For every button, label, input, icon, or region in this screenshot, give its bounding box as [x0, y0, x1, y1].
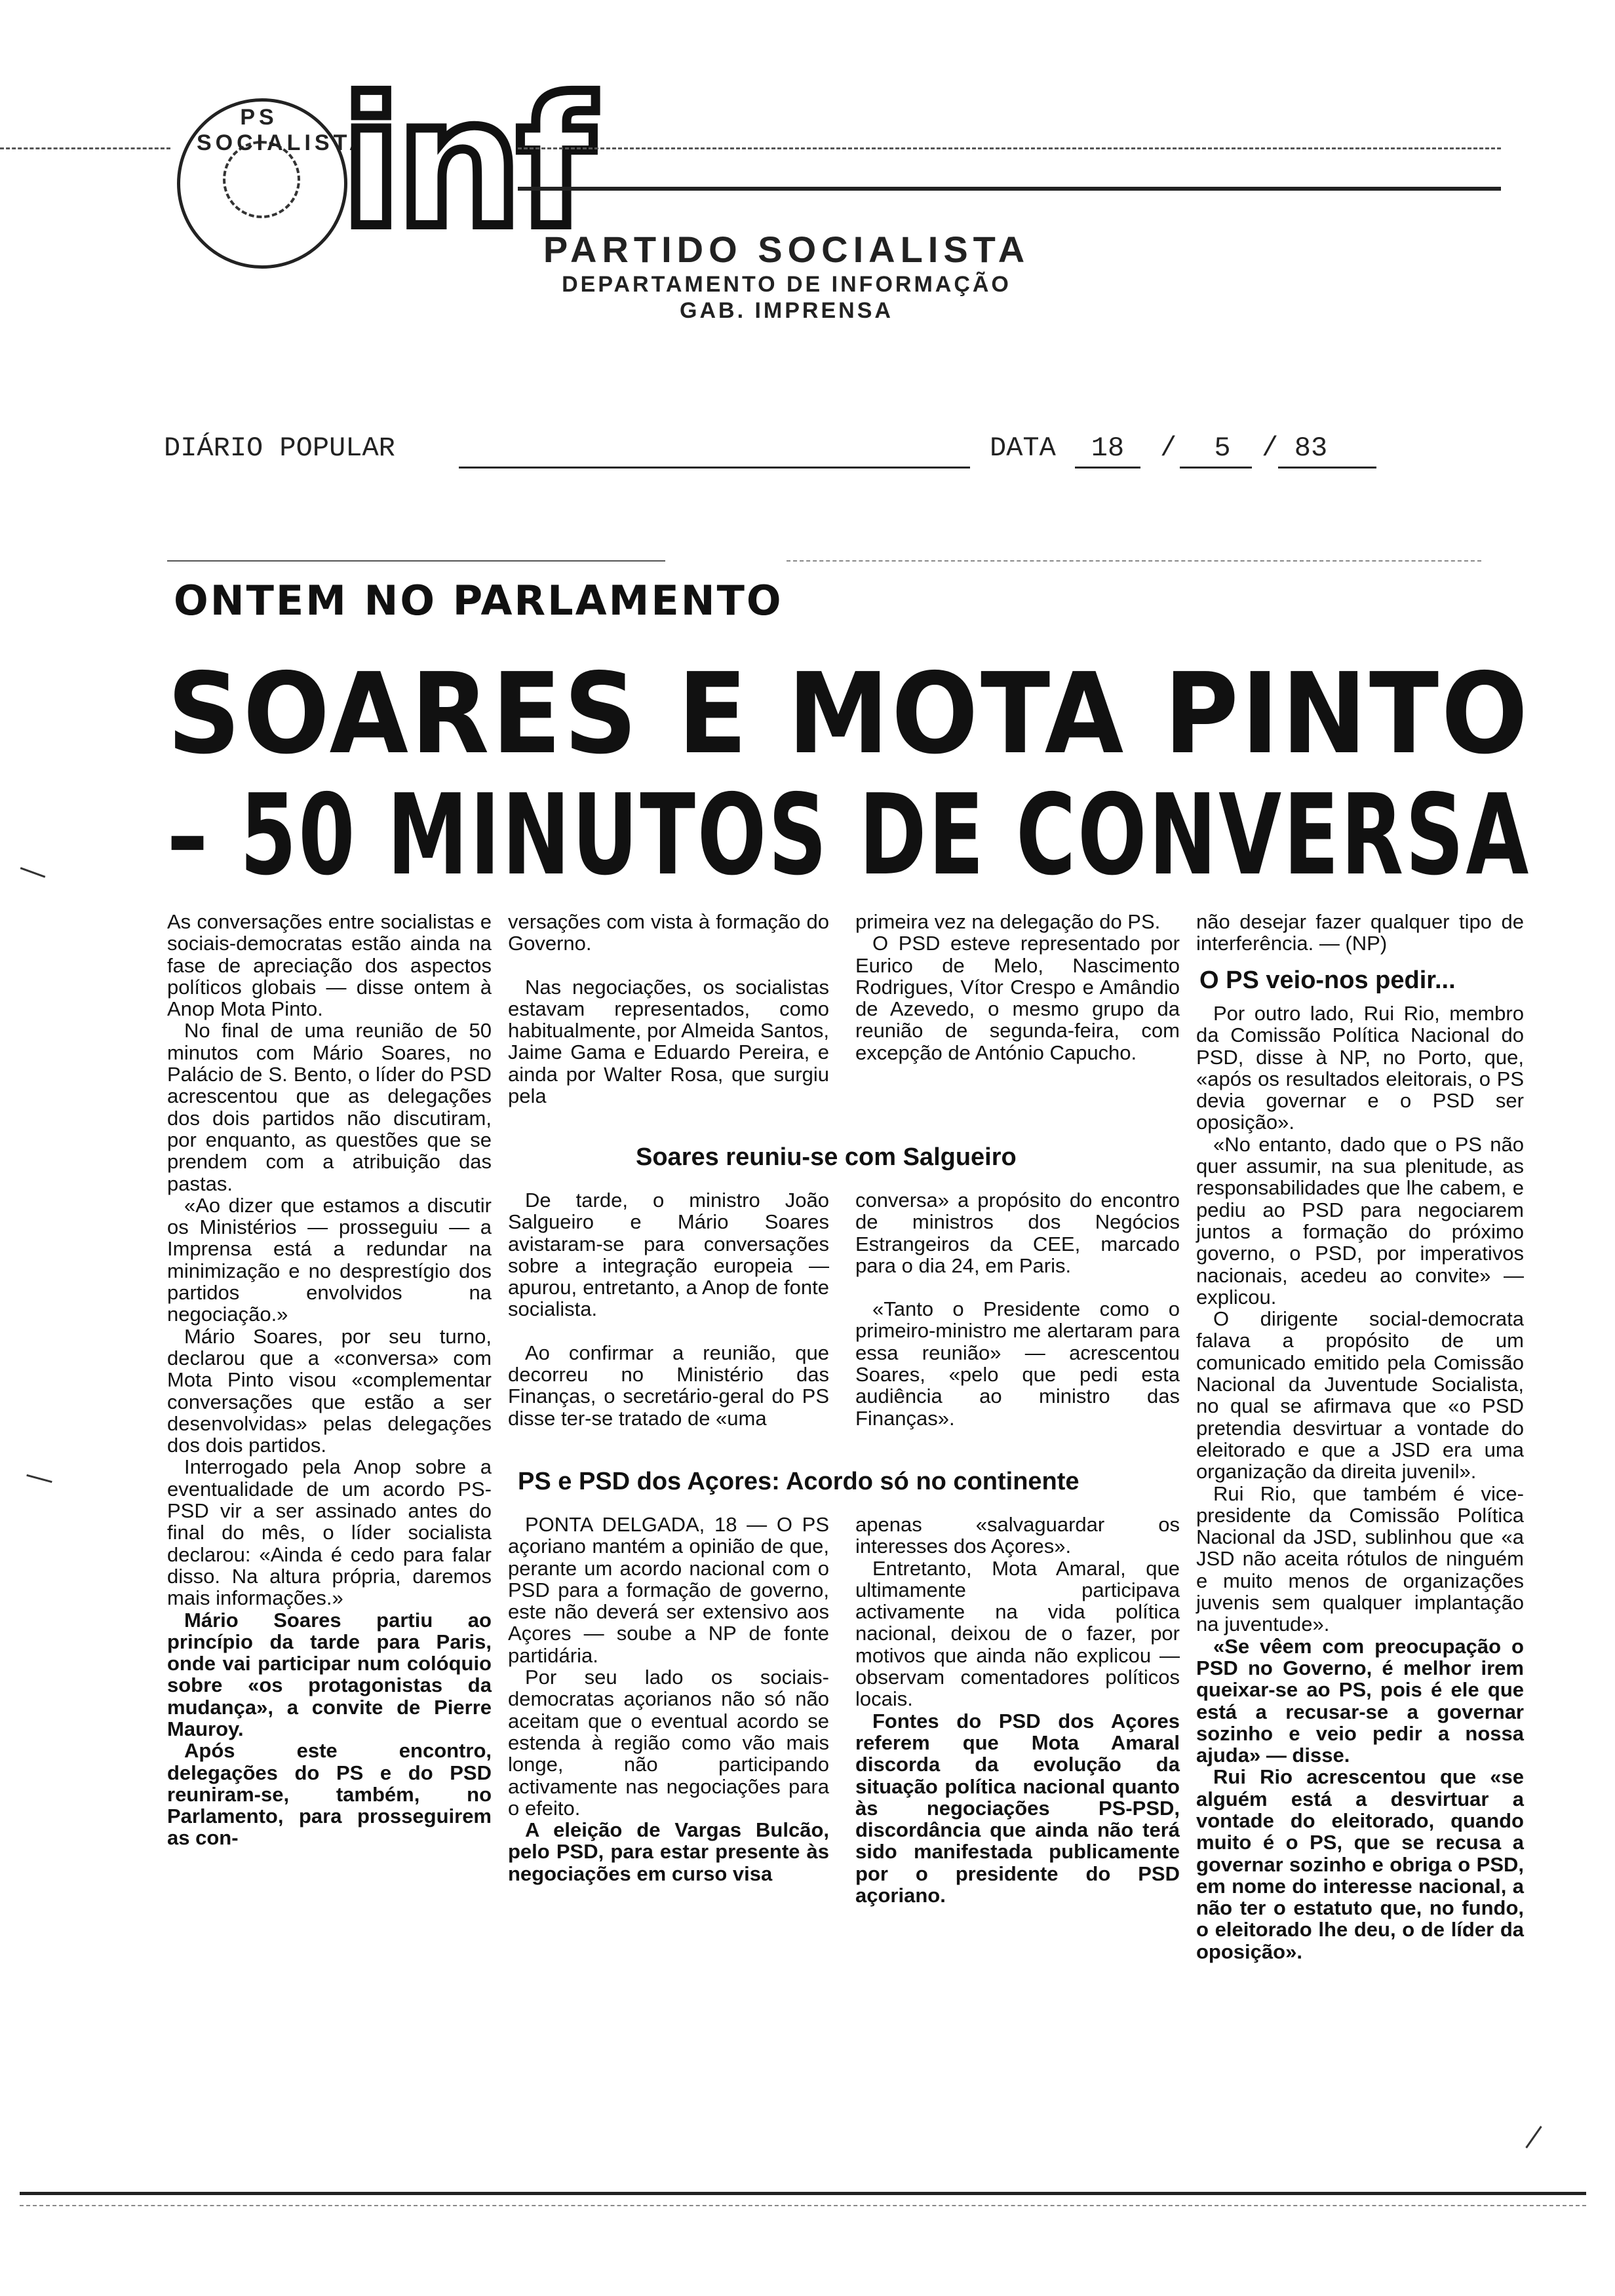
paragraph: «Tanto o Presidente como o primeiro-ministro me alertaram para essa reunião» — acrescentou Soares, «pelo que pedi esta audiência ao ministro das Finanças». — [855, 1297, 1180, 1430]
paragraph: Mário Soares, por seu turno, declarou que a «conversa» com Mota Pinto visou «complementar conversações que estão a ser desenvolvidas» pelas delegações dos dois partidos. — [167, 1324, 492, 1457]
cut-mark — [1525, 2126, 1542, 2148]
paragraph: Interrogado pela Anop sobre a eventualidade de um acordo PS-PSD vir a ser assinado antes do final do mês, o líder socialista declarou: «Ainda é cedo para falar disso. Na altura própria, daremos mais informações.» — [167, 1455, 492, 1610]
article-column-3-top — [855, 911, 1180, 1063]
department-name: DEPARTAMENTO DE INFORMAÇÃO — [562, 272, 1011, 297]
headline-line-2: – 50 MINUTOS DE CONVERSA — [167, 771, 1531, 900]
paragraph: apenas «salvaguardar os interesses dos Açores». — [855, 1513, 1180, 1558]
paragraph: O dirigente social-democrata falava a propósito de um comunicado emitido pela Comissão Nacional da Juventude Socialista, no qual se afirmava que «o PSD pretendia desvirtuar a vontade do eleitorado e que a JSD era uma organização da direita juvenil». — [1196, 1307, 1524, 1483]
date-year: 83 — [1294, 432, 1328, 464]
paragraph: «Ao dizer que estamos a discutir os Ministérios — prosseguiu — a Imprensa está a redundar na minimização e no desprestígio dos partidos envolvidos na negociação.» — [167, 1193, 492, 1326]
paragraph: «No entanto, dado que o PS não quer assumir, na sua plenitude, as responsabilidades que lhe cabem, e pediu ao PSD para negociarem juntos a formação do próximo governo, o PSD, por imperativos nacionais, acedeu ao convite» — explicou. — [1196, 1132, 1524, 1309]
article-column-3-mid — [855, 1189, 1180, 1429]
subhead-ps-veio-pedir: O PS veio-nos pedir... — [1199, 966, 1456, 994]
article-column-4 — [1196, 1003, 1524, 1962]
subhead-salgueiro: Soares reuniu-se com Salgueiro — [636, 1143, 1017, 1171]
date-year-underline — [1278, 467, 1376, 469]
paragraph: Entretanto, Mota Amaral, que ultimamente participava activamente na vida política nacional, deixou de o fazer, por motivos que ainda não explicou — observam comentadores políticos locais. — [855, 1556, 1180, 1711]
kicker-rule-dashed — [787, 560, 1481, 562]
paragraph: O PSD esteve representado por Eurico de Melo, Nascimento Rodrigues, Vítor Crespo e Amândio de Azevedo, o mesmo grupo da reunião de segunda-feira, com excepção de António Capucho. — [855, 932, 1180, 1064]
article-column-2-top — [508, 911, 829, 1107]
date-separator: / — [1160, 432, 1177, 464]
article-column-3-bottom — [855, 1514, 1180, 1906]
date-day-underline — [1075, 467, 1140, 469]
paragraph: primeira vez na delegação do PS. — [855, 910, 1161, 933]
cut-mark — [20, 867, 46, 878]
date-label: DATA — [990, 432, 1056, 464]
newspaper-underline — [459, 467, 970, 469]
footer-rule-dashed — [20, 2205, 1586, 2206]
date-separator: / — [1262, 432, 1279, 464]
office-name: GAB. IMPRENSA — [680, 298, 893, 323]
masthead-rule-left — [0, 147, 170, 149]
paragraph: De tarde, o ministro João Salgueiro e Mário Soares avistaram-se para conversações sobre a integração europeia — apurou, entretanto, a Anop de fonte socialista. — [508, 1189, 829, 1321]
paragraph: Fontes do PSD dos Açores referem que Mota Amaral discorda da evolução da situação política nacional quanto às negociações PS-PSD, discordância que ainda não terá sido manifestada publicamente por o presidente do PSD açoriano. — [855, 1709, 1180, 1907]
masthead-rule-dashed — [518, 147, 1501, 149]
newspaper-name: DIÁRIO POPULAR — [164, 432, 395, 464]
inf-logo: inf — [341, 60, 589, 267]
paragraph: A eleição de Vargas Bulcão, pelo PSD, para estar presente às negociações em curso visa — [508, 1818, 829, 1885]
paragraph: Mário Soares partiu ao princípio da tarde para Paris, onde vai participar num colóquio sobre «os protagonistas da mudança», a convite de Pierre Mauroy. — [167, 1608, 492, 1740]
paragraph: Ao confirmar a reunião, que decorreu no Ministério das Finanças, o secretário-geral do PS disse ter-se tratado de «uma — [508, 1341, 829, 1430]
kicker-rule — [167, 560, 665, 562]
subhead-acores: PS e PSD dos Açores: Acordo só no continente — [518, 1468, 1080, 1495]
paragraph: Por outro lado, Rui Rio, membro da Comissão Política Nacional do PSD, disse à NP, no Porto, que, «após os resultados eleitorais, o PS devia governar e o PSD ser oposição». — [1196, 1002, 1524, 1134]
paragraph: PONTA DELGADA, 18 — O PS açoriano mantém a opinião de que, perante um acordo nacional com o PSD para a formação de governo, este não deverá ser extensivo aos Açores — soube a NP de fonte partidária. — [508, 1513, 829, 1667]
paragraph: não desejar fazer qualquer tipo de interferência. — (NP) — [1196, 910, 1524, 955]
date-day: 18 — [1091, 432, 1125, 464]
paragraph: Rui Rio acrescentou que «se alguém está a desvirtuar a vontade do eleitorado, quando muito é o PS, que se recusa a governar sozinho e obriga o PSD, em nome do interesse nacional, a não ter o estatuto que, no fundo, o eleitorado lhe deu, o de líder da oposição». — [1196, 1765, 1524, 1963]
paragraph: Rui Rio, que também é vice-presidente da Comissão Política Nacional da JSD, sublinhou que «a JSD não aceita rótulos de ninguém e muito menos de organizações juvenis sem qualquer implantação na juventude». — [1196, 1482, 1524, 1636]
headline-line-1: SOARES E MOTA PINTO — [167, 649, 1530, 779]
party-name: PARTIDO SOCIALISTA — [543, 229, 1030, 270]
paragraph: Após este encontro, delegações do PS e do PSD reuniram-se, também, no Parlamento, para prosseguirem as con- — [167, 1739, 492, 1850]
article-column-1 — [167, 911, 492, 1849]
paragraph: Por seu lado os sociais-democratas açorianos não só não aceitam que o eventual acordo se estenda à região como vão mais longe, não participando activamente nas negociações para o efeito. — [508, 1666, 829, 1820]
paragraph: As conversações entre socialistas e sociais-democratas estão ainda na fase de apreciação dos aspectos políticos globais — disse ontem à Anop Mota Pinto. — [167, 910, 492, 1021]
article-kicker: ONTEM NO PARLAMENTO — [174, 577, 783, 624]
date-month-underline — [1180, 467, 1252, 469]
article-column-4-top — [1196, 911, 1524, 955]
cut-mark — [26, 1474, 52, 1483]
paragraph: Nas negociações, os socialistas estavam representados, como habitualmente, por Almeida Santos, Jaime Gama e Eduardo Pereira, e ainda por Walter Rosa, que surgiu pela — [508, 975, 829, 1108]
footer-rule — [20, 2192, 1586, 2195]
paragraph: «Se vêem com preocupação o PSD no Governo, é melhor irem queixar-se ao PS, pois é ele que está a recusar-se a governar sozinho e veio pedir a nossa ajuda» — disse. — [1196, 1634, 1524, 1767]
paragraph: conversa» a propósito do encontro de ministros dos Negócios Estrangeiros da CEE, marcado para o dia 24, em Paris. — [855, 1189, 1180, 1277]
paragraph: versações com vista à formação do Governo. — [508, 910, 829, 955]
article-column-2-mid — [508, 1189, 829, 1429]
article-column-2-bottom — [508, 1514, 829, 1885]
seal-text: PS SOCIALISTA — [197, 105, 370, 155]
masthead-rule-solid — [518, 187, 1501, 191]
date-month: 5 — [1214, 432, 1231, 464]
paragraph: No final de uma reunião de 50 minutos com Mário Soares, no Palácio de S. Bento, o líder do PSD acrescentou que as delegações dos dois partidos não discutiram, por enquanto, as questões que se prendem com a atribuição das pastas. — [167, 1019, 492, 1195]
